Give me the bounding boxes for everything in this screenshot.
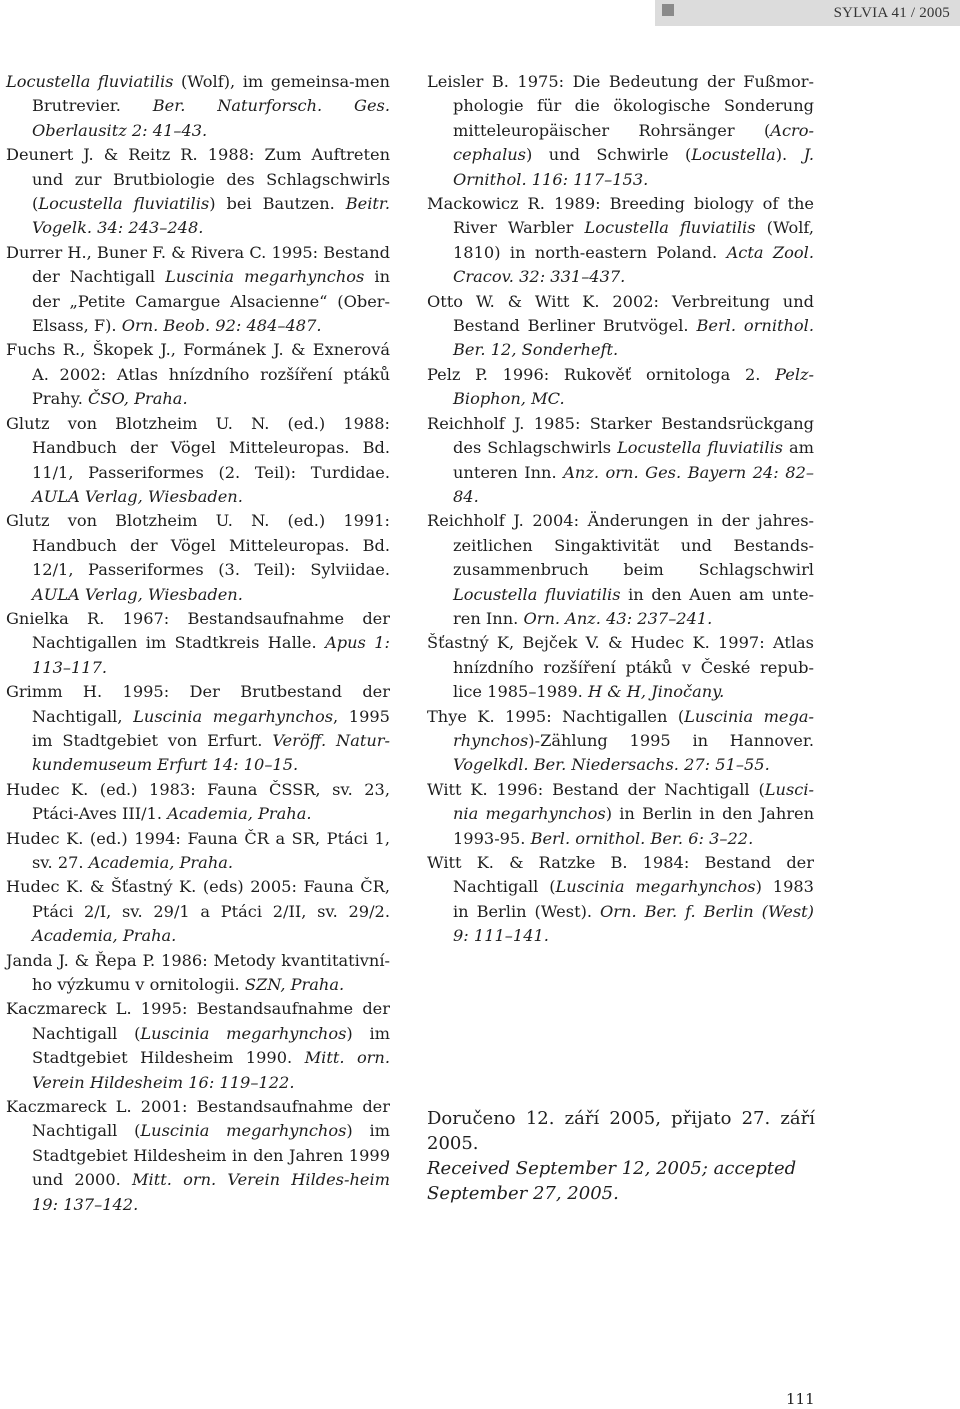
reference-text: ) bei Bautzen.: [209, 194, 346, 214]
reference-italic-text: Veröff. Natur-kundemuseum Erfurt 14: 10–15.: [32, 730, 391, 775]
reference-entry: [6, 875, 390, 948]
reference-text: Grimm H. 1995: Der Brutbestand der Nachtigall,: [6, 682, 390, 726]
reference-text: (Wolf), im gemeinsa-men Brutrevier.: [32, 72, 390, 116]
reference-entry: [427, 363, 814, 412]
reference-italic-text: Mitt. orn. Verein Hildes-heim 19: 137–142.: [32, 1170, 390, 1214]
reference-entry: [6, 778, 390, 827]
reference-text: Mackowicz R. 1989: Breeding biology of the River Warbler: [427, 194, 814, 238]
header-square-marker: [662, 4, 674, 16]
reference-entry: [6, 1095, 390, 1217]
reference-text: Šťastný K, Bejček V. & Hudec K. 1997: Atlas hnízdního rozšíření ptáků v České repub-lice 1985–1989.: [427, 633, 814, 702]
reference-italic-text: Luscinia megarhynchos: [165, 267, 365, 287]
reference-italic-text: Locustella fluviatilis: [584, 218, 756, 238]
journal-header-bar: [655, 0, 960, 26]
reference-entry: [6, 997, 390, 1095]
reference-entry: [427, 290, 814, 363]
reference-text: in den Auen am unte-ren Inn.: [453, 584, 814, 628]
reference-italic-text: AULA Verlag, Wiesbaden.: [32, 486, 243, 506]
reference-text: Hudec K. (ed.) 1994: Fauna ČR a SR, Ptáci 1, sv. 27.: [6, 828, 390, 872]
reference-text: ) im Stadtgebiet Hildesheim in den Jahren 1999 und 2000.: [32, 1121, 390, 1190]
reference-entry: [6, 70, 390, 143]
reference-text: in der „Petite Camargue Alsacienne“ (Ober-Elsass, F).: [32, 267, 390, 336]
reference-entry: [427, 412, 814, 510]
reference-text: Hudec K. (ed.) 1983: Fauna ČSSR, sv. 23, Ptáci-Aves III/1.: [6, 779, 390, 824]
reference-italic-text: Locustella fluviatilis: [38, 194, 210, 214]
reference-entry: [6, 412, 390, 510]
reference-italic-text: AULA Verlag, Wiesbaden.: [32, 584, 243, 604]
reference-italic-text: Luscinia megarhynchos: [133, 706, 333, 726]
reference-list-right-column: [427, 70, 814, 949]
reference-text: Hudec K. & Šťastný K. (eds) 2005: Fauna ČR, Ptáci 2/I, sv. 29/1 a Ptáci 2/II, sv. 29/2.: [6, 877, 390, 921]
reference-text: Glutz von Blotzheim U. N. (ed.) 1988: Handbuch der Vögel Mitteleuropas. Bd. 11/1, Passeriformes (2. Teil): Turdidae.: [6, 413, 390, 482]
reference-italic-text: Luscinia mega-rhynchos: [453, 706, 814, 750]
reference-italic-text: Pelz-Biophon, MC.: [453, 364, 814, 409]
page-number: 111: [786, 1390, 815, 1408]
reference-entry: [6, 509, 390, 607]
reference-italic-text: Academia, Praha.: [88, 853, 234, 872]
journal-title: SYLVIA 41 / 2005: [833, 5, 950, 21]
reference-italic-text: Berl. ornithol. Ber. 6: 3–22.: [530, 828, 754, 848]
reference-italic-text: Berl. ornithol. Ber. 12, Sonderheft.: [453, 316, 814, 360]
reference-entry: [6, 338, 390, 411]
reference-entry: [427, 851, 814, 949]
reference-text: Leisler B. 1975: Die Bedeutung der Fußmor-phologie für die ökologische Sonderung mitteleuropäischer Rohrsänger (: [427, 72, 814, 140]
reference-entry: [6, 680, 390, 778]
reference-entry: [427, 70, 814, 192]
reference-text: Janda J. & Řepa P. 1986: Metody kvantitativní-ho výzkumu v ornitologii.: [6, 950, 390, 995]
received-note: [427, 1106, 815, 1206]
reference-italic-text: Acta Zool. Cracov. 32: 331–437.: [453, 242, 814, 287]
reference-entry: [427, 705, 814, 778]
reference-text: Witt K. & Ratzke B. 1984: Bestand der Nachtigall (: [427, 853, 814, 897]
reference-text: Reichholf J. 2004: Änderungen in der jahres-zeitlichen Singaktivität und Bestands-zusammenbruch beim Schlagschwirl: [427, 511, 814, 580]
reference-text: Reichholf J. 1985: Starker Bestandsrückgang des Schlagschwirls: [427, 413, 814, 458]
reference-list-left-column: [6, 70, 390, 1217]
reference-italic-text: Acro-cephalus: [453, 120, 814, 165]
reference-italic-text: Locustella: [691, 145, 776, 165]
reference-text: Kaczmareck L. 1995: Bestandsaufnahme der Nachtigall (: [6, 999, 390, 1043]
reference-italic-text: H & H, Jinočany.: [587, 682, 725, 702]
reference-text: Pelz P. 1996: Rukověť ornitologa 2.: [427, 364, 776, 384]
reference-text: am unteren Inn.: [453, 438, 814, 482]
reference-italic-text: Ber. Naturforsch. Ges. Oberlausitz 2: 41–43.: [32, 96, 390, 140]
reference-text: Kaczmareck L. 2001: Bestandsaufnahme der Nachtigall (: [6, 1097, 390, 1141]
reference-italic-text: Locustella fluviatilis: [6, 72, 174, 91]
reference-entry: [427, 631, 814, 704]
reference-italic-text: Vogelkdl. Ber. Niedersachs. 27: 51–55.: [453, 755, 770, 775]
reference-text: Durrer H., Buner F. & Rivera C. 1995: Bestand der Nachtigall: [6, 242, 390, 287]
reference-text: ) in Berlin in den Jahren 1993-95.: [453, 804, 814, 848]
reference-italic-text: Luscinia megarhynchos: [555, 877, 756, 897]
reference-text: Deunert J. & Reitz R. 1988: Zum Auftreten und zur Brutbiologie des Schlagschwirls (: [6, 145, 390, 214]
reference-italic-text: Locustella fluviatilis: [617, 438, 783, 458]
reference-italic-text: Anz. orn. Ges. Bayern 24: 82–84.: [453, 462, 814, 506]
reference-entry: [427, 778, 814, 851]
reference-italic-text: Luscinia megarhynchos: [140, 1023, 347, 1043]
reference-italic-text: Academia, Praha.: [167, 804, 312, 824]
reference-entry: [6, 607, 390, 680]
reference-italic-text: Beitr. Vogelk. 34: 243–248.: [32, 194, 390, 238]
reference-text: ) 1983 in Berlin (West).: [453, 877, 814, 921]
reference-italic-text: Orn. Anz. 43: 237–241.: [523, 608, 713, 628]
received-note-english: Received September 12, 2005; accepted September 27, 2005.: [427, 1158, 797, 1204]
reference-text: Thye K. 1995: Nachtigallen (: [427, 706, 685, 726]
reference-entry: [6, 241, 390, 339]
reference-italic-text: Lusci-nia megarhynchos: [453, 779, 814, 824]
reference-text: ) im Stadtgebiet Hildesheim 1990.: [32, 1023, 390, 1068]
reference-text: ).: [775, 145, 804, 165]
reference-text: )-Zählung 1995 in Hannover.: [528, 730, 814, 750]
reference-entry: [6, 827, 390, 876]
received-note-czech: Doručeno 12. září 2005, přijato 27. září 2005.: [427, 1108, 815, 1154]
reference-italic-text: SZN, Praha.: [244, 975, 345, 995]
reference-italic-text: J. Ornithol. 116: 117–153.: [453, 145, 815, 189]
reference-italic-text: Luscinia megarhynchos: [140, 1121, 347, 1141]
reference-italic-text: Mitt. orn. Verein Hildesheim 16: 119–122.: [32, 1048, 390, 1092]
reference-text: Glutz von Blotzheim U. N. (ed.) 1991: Handbuch der Vögel Mitteleuropas. Bd. 12/1, Passeriformes (3. Teil): Sylviidae.: [6, 511, 390, 580]
reference-text: Gnielka R. 1967: Bestandsaufnahme der Nachtigallen im Stadtkreis Halle.: [6, 608, 390, 653]
reference-text: , 1995 im Stadtgebiet von Erfurt.: [32, 706, 390, 750]
reference-italic-text: Locustella fluviatilis: [453, 584, 621, 604]
reference-entry: [6, 143, 390, 241]
reference-italic-text: ČSO, Praha.: [88, 389, 188, 409]
reference-text: Fuchs R., Škopek J., Formánek J. & Exnerová A. 2002: Atlas hnízdního rozšíření ptáků Prahy.: [6, 340, 390, 409]
reference-text: Otto W. & Witt K. 2002: Verbreitung und Bestand Berliner Brutvögel.: [427, 291, 814, 336]
reference-italic-text: Apus 1: 113–117.: [32, 633, 390, 677]
reference-text: Witt K. 1996: Bestand der Nachtigall (: [427, 779, 765, 799]
reference-text: ) und Schwirle (: [526, 145, 692, 165]
reference-italic-text: Academia, Praha.: [32, 926, 177, 946]
reference-entry: [427, 509, 814, 631]
reference-entry: [6, 949, 390, 998]
reference-italic-text: Orn. Beob. 92: 484–487.: [121, 316, 322, 336]
reference-text: (Wolf, 1810) in north-eastern Poland.: [453, 218, 814, 262]
reference-italic-text: Orn. Ber. f. Berlin (West) 9: 111–141.: [453, 901, 814, 946]
reference-entry: [427, 192, 814, 290]
